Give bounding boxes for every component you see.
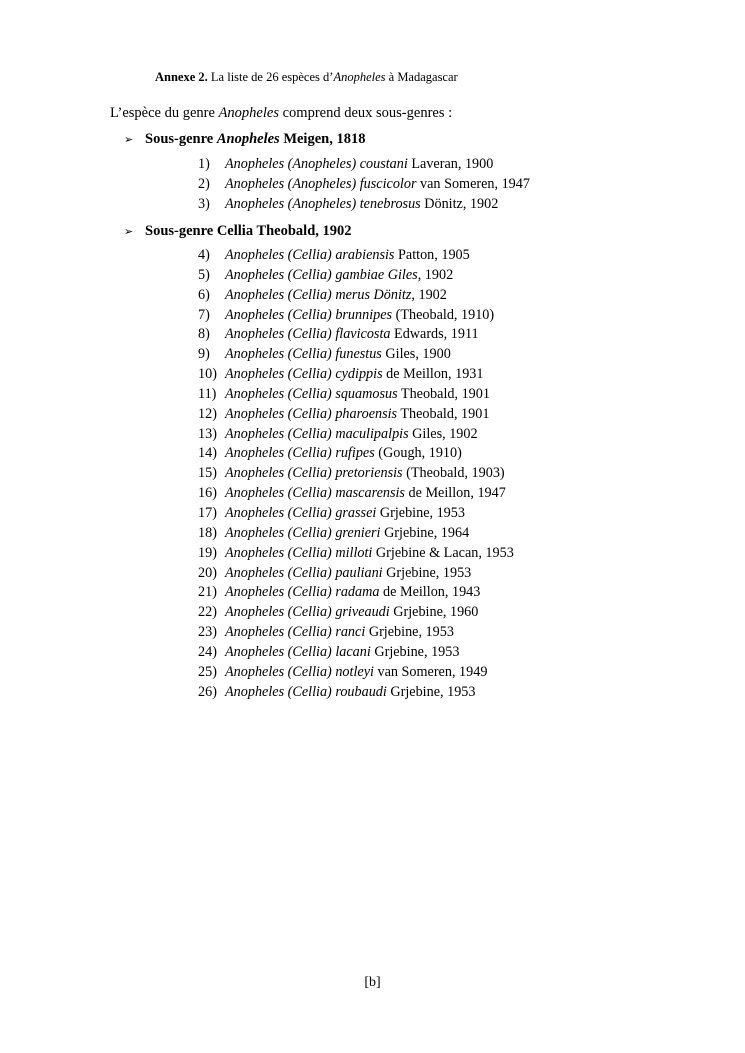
intro-sentence (110, 104, 452, 122)
species-author: Grjebine, 1960 (389, 604, 479, 621)
species-number: 2) (198, 175, 210, 192)
species-item (198, 246, 514, 266)
species-item (198, 306, 514, 326)
species-name: Anopheles (Cellia) rufipes (225, 445, 375, 462)
species-item (198, 484, 514, 504)
species-number: 21) (198, 584, 217, 601)
species-item (198, 266, 514, 286)
subgenus-prefix: Sous-genre (145, 131, 217, 147)
annex-title (155, 69, 458, 85)
species-author: (Theobald, 1910) (392, 306, 495, 323)
species-item (198, 603, 514, 623)
species-author: de Meillon, 1931 (382, 366, 484, 383)
species-item (198, 365, 514, 385)
species-item (198, 175, 530, 195)
page-number: [b] (364, 975, 381, 990)
species-item (198, 195, 530, 215)
species-author: van Someren, 1949 (373, 663, 488, 680)
species-number: 6) (198, 286, 210, 303)
species-item (198, 683, 514, 703)
annex-genus: Anopheles (333, 70, 386, 84)
species-name: Anopheles (Cellia) pretoriensis (225, 465, 403, 482)
species-list-anopheles (198, 155, 530, 215)
species-name: Anopheles (Cellia) flavicosta (225, 326, 391, 343)
species-author: Giles, 1902 (408, 425, 478, 442)
species-list-cellia (198, 246, 514, 702)
species-author: Patton, 1905 (394, 247, 470, 263)
species-name: Anopheles (Cellia) brunnipes (225, 306, 393, 323)
species-number: 8) (198, 326, 210, 343)
species-number: 15) (198, 465, 217, 482)
species-name: Anopheles (Cellia) pharoensis (225, 405, 398, 422)
subgenus-author: Meigen, 1818 (279, 131, 366, 147)
intro-genus: Anopheles (218, 105, 279, 121)
species-number: 4) (198, 247, 210, 263)
species-number: 25) (198, 663, 217, 680)
species-number: 5) (198, 266, 210, 283)
species-item (198, 286, 514, 306)
subgenus-prefix: Sous-genre Cellia Theobald, 1902 (145, 223, 352, 239)
species-item (198, 385, 514, 405)
species-author: de Meillon, 1943 (379, 584, 481, 601)
species-item (198, 444, 514, 464)
species-number: 20) (198, 564, 217, 581)
subgenus-name: Anopheles (216, 131, 280, 147)
subgenus-heading-anopheles (124, 130, 365, 149)
species-item (198, 544, 514, 564)
subgenus-heading-cellia (124, 222, 352, 241)
species-name: Anopheles (Cellia) merus Dönitz (225, 286, 412, 303)
species-author: Grjebine, 1953 (376, 504, 465, 521)
species-author: Theobald, 1901 (397, 385, 490, 402)
species-name: Anopheles (Cellia) radama (225, 584, 380, 601)
arrow-bullet-icon: ➢ (124, 225, 134, 238)
species-author: Grjebine, 1953 (370, 643, 460, 660)
species-item (198, 663, 514, 683)
species-number: 11) (198, 385, 217, 402)
species-name: Anopheles (Cellia) arabiensis (225, 247, 395, 263)
species-number: 24) (198, 643, 217, 660)
species-author: Theobald, 1901 (397, 405, 490, 422)
species-item (198, 155, 530, 175)
annex-text-before: La liste de 26 espèces d’ (207, 70, 334, 84)
intro-text-before: L’espèce du genre (110, 105, 219, 121)
species-author: , 1902 (417, 266, 454, 283)
species-item (198, 464, 514, 484)
species-name: Anopheles (Cellia) ranci (225, 624, 366, 641)
species-item (198, 564, 514, 584)
species-number: 1) (198, 156, 210, 172)
species-name: Anopheles (Cellia) grassei (225, 504, 377, 521)
species-author: de Meillon, 1947 (404, 485, 506, 502)
species-item (198, 583, 514, 603)
species-item (198, 345, 514, 365)
species-name: Anopheles (Cellia) notleyi (225, 663, 374, 680)
species-name: Anopheles (Cellia) griveaudi (225, 604, 390, 621)
species-author: Grjebine, 1953 (365, 624, 454, 641)
species-author: Laveran, 1900 (407, 156, 494, 172)
species-name: Anopheles (Cellia) funestus (225, 346, 382, 363)
species-author: Edwards, 1911 (390, 326, 479, 343)
species-number: 7) (198, 306, 210, 323)
intro-text-after: comprend deux sous-genres : (278, 105, 453, 121)
species-item (198, 524, 514, 544)
species-number: 18) (198, 524, 217, 541)
species-name: Anopheles (Cellia) roubaudi (225, 683, 387, 700)
species-name: Anopheles (Cellia) cydippis (225, 366, 383, 383)
species-name: Anopheles (Cellia) pauliani (225, 564, 383, 581)
species-author: Dönitz, 1902 (420, 195, 499, 212)
species-item (198, 425, 514, 445)
species-name: Anopheles (Anopheles) fuscicolor (225, 175, 417, 192)
species-number: 16) (198, 485, 217, 502)
species-number: 14) (198, 445, 217, 462)
species-author: van Someren, 1947 (416, 175, 530, 192)
annex-label: Annexe 2. (155, 70, 208, 84)
species-number: 19) (198, 544, 217, 561)
species-number: 3) (198, 195, 210, 212)
species-item (198, 643, 514, 663)
species-name: Anopheles (Cellia) maculipalpis (225, 425, 409, 442)
species-author: (Theobald, 1903) (402, 465, 505, 482)
species-author: Grjebine, 1953 (382, 564, 472, 581)
species-number: 22) (198, 604, 217, 621)
species-name: Anopheles (Cellia) milloti (225, 544, 373, 561)
species-name: Anopheles (Anopheles) tenebrosus (225, 195, 421, 212)
species-number: 9) (198, 346, 210, 363)
species-number: 17) (198, 504, 217, 521)
species-item (198, 623, 514, 643)
species-author: , 1902 (411, 286, 447, 303)
species-number: 13) (198, 425, 217, 442)
species-name: Anopheles (Cellia) mascarensis (225, 485, 405, 502)
species-item (198, 405, 514, 425)
species-item (198, 504, 514, 524)
arrow-bullet-icon: ➢ (124, 133, 134, 146)
species-name: Anopheles (Anopheles) coustani (225, 156, 408, 172)
species-author: Grjebine & Lacan, 1953 (372, 544, 514, 561)
species-author: Giles, 1900 (381, 346, 451, 363)
species-item (198, 325, 514, 345)
species-number: 12) (198, 405, 217, 422)
species-number: 23) (198, 624, 217, 641)
species-author: Grjebine, 1953 (386, 683, 476, 700)
species-number: 10) (198, 366, 217, 383)
species-author: Grjebine, 1964 (380, 524, 470, 541)
species-name: Anopheles (Cellia) gambiae Giles (225, 266, 418, 283)
species-number: 26) (198, 683, 217, 700)
species-author: (Gough, 1910) (374, 445, 462, 462)
annex-text-after: à Madagascar (385, 70, 458, 84)
species-name: Anopheles (Cellia) squamosus (225, 385, 398, 402)
species-name: Anopheles (Cellia) grenieri (225, 524, 381, 541)
species-name: Anopheles (Cellia) lacani (225, 643, 371, 660)
